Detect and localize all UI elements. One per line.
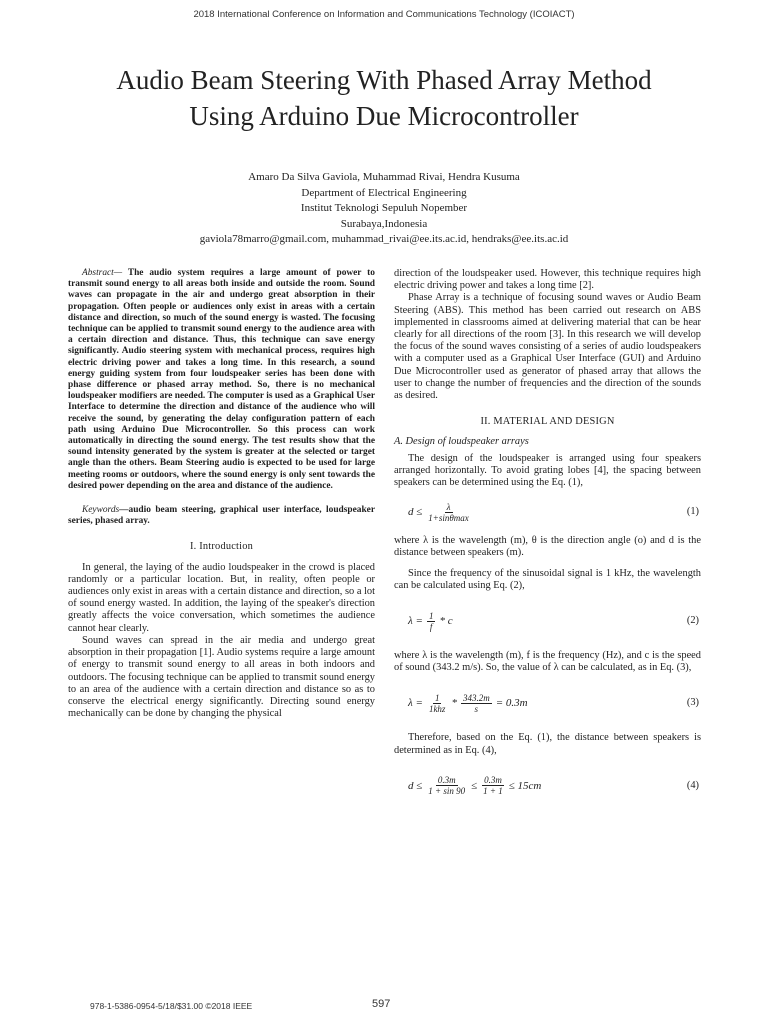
- eq4-denominator-2: 1 + 1: [483, 786, 503, 797]
- equation-2-number: (2): [686, 614, 699, 626]
- eq3-fraction-1: [427, 693, 448, 714]
- intro-paragraph-2: Sound waves can spread in the air media and undergo great absorption in their propagation [1]. Audio systems require a large amount of energy to transmit sound energy to all areas in both indoors and outdoors. The focusing technique can be applied to transmit sound energy to an area of the audience with a certain direction and distance so as to conserve the electrical energy significantly. Directing sound energy mechanically can be done by changing the physical: [68, 634, 375, 720]
- eq3-fraction-2: [461, 693, 492, 714]
- eq2-denominator: f: [429, 621, 433, 632]
- author-emails: gaviola78marro@gmail.com, muhammad_rivai@ee.its.ac.id, hendraks@ee.its.ac.id: [199, 233, 569, 245]
- eq3-numerator-1: 1: [434, 692, 440, 703]
- eq3-tail: = 0.3m: [495, 697, 528, 710]
- title-line-2: Using Arduino Due Microcontroller: [189, 101, 579, 131]
- equation-1-expression: [408, 502, 471, 523]
- equation-1-number: (1): [686, 506, 699, 518]
- equation-3-expression: [408, 693, 528, 714]
- phase-array-paragraph: Phase Array is a technique of focusing sound waves or Audio Beam Steering (ABS). This method has been carried out research on ABS implemented in classrooms aimed at delivering material that can be hear clearly for all directions of the room [3]. In this research we will develop the focus of the sound waves consisting of a series of audio loudspeakers with a computer used as a Graphical User Interface (GUI) and Arduino Due Microcontroller used as generator of phased array that allows the user to change the number of frequencies and the direction of the sounds as desired.: [394, 292, 701, 402]
- eq2-numerator: 1: [428, 610, 434, 621]
- eq4-denominator-1: 1 + sin 90: [428, 786, 466, 797]
- eq4-tail: ≤ 15cm: [508, 779, 542, 792]
- eq1-lhs: d ≤: [408, 506, 423, 519]
- equation-4-number: (4): [686, 779, 699, 791]
- equation-3: [394, 682, 701, 724]
- footer-isbn: 978-1-5386-0954-5/18/$31.00 ©2018 IEEE: [90, 1001, 253, 1011]
- therefore-paragraph: Therefore, based on the Eq. (1), the distance between speakers is determined as in Eq. (4),: [394, 732, 701, 756]
- where-paragraph-1: where λ is the wavelength (m), θ is the direction angle (o) and d is the distance between speakers (m).: [394, 535, 701, 559]
- eq4-fraction-2: [481, 775, 505, 796]
- abstract-text: The audio system requires a large amount of power to transmit sound energy to all areas both inside and outside the room. Sound waves can propagate in the air and undergo great absorption in their propagation. Often people or audiences only exist in areas with a certain distance and direction, so much of the sound energy is wasted. The focusing technique can be applied to transmit sound energy to the audience area with a certain direction and distance. Thus, this technique can save energy significantly. Audio steering system with mechanical process, requires high electric driving power and takes a long time. In this research, a sound energy guiding system from four loudspeaker series has been done with phase difference or phased array method. So, there is no mechanical loudspeaker modifiers are needed. The computer is used as a Graphical User Interface to determine the direction and distance of the audience who will receive the sound, by generating the delay configuration pattern of each path using Arduino Due Microcontroller. So this process can work automatically in directing the sound energy. The test results show that the sound intensity generated by the system is greater at the selected or target angle than the others. Beam Steering audio is expected to be used for large meeting rooms or outdoors, where the sound energy is only sent towards the desired power depending on the area and distance of the audience.: [68, 268, 375, 491]
- author-institute: Institut Teknologi Sepuluh Nopember: [300, 202, 468, 214]
- since-paragraph: Since the frequency of the sinusoidal signal is 1 kHz, the wavelength can be calculated using Eq. (2),: [394, 567, 701, 591]
- title-line-1: Audio Beam Steering With Phased Array Method: [116, 65, 652, 95]
- eq4-mid: ≤: [471, 779, 478, 792]
- page-number: 597: [372, 998, 391, 1010]
- equation-1: [394, 497, 701, 527]
- section-heading-introduction: I. Introduction: [189, 541, 254, 553]
- author-city: Surabaya,Indonesia: [340, 217, 428, 230]
- equation-2: [394, 600, 701, 642]
- eq2-lhs: λ =: [408, 614, 423, 627]
- eq4-fraction-1: [426, 775, 467, 796]
- eq4-lhs: d ≤: [408, 779, 423, 792]
- section-heading-material: II. MATERIAL AND DESIGN: [480, 416, 615, 428]
- subsection-heading-a: A. Design of loudspeaker arrays: [394, 436, 529, 448]
- continued-paragraph: direction of the loudspeaker used. However, this technique requires high electric driving power and takes a long time [2].: [394, 268, 701, 292]
- author-names: Amaro Da Silva Gaviola, Muhammad Rivai, Hendra Kusuma: [248, 171, 520, 183]
- paper-title: [60, 62, 708, 134]
- eq4-numerator-1: 0.3m: [437, 775, 456, 786]
- eq3-mid: *: [451, 697, 457, 710]
- eq1-denominator: 1+sinθmax: [428, 512, 469, 523]
- equation-2-expression: [408, 611, 453, 632]
- where-paragraph-2: where λ is the wavelength (m), f is the frequency (Hz), and c is the speed of sound (343.2 m/s). So, the value of λ can be calculated, as in Eq. (3),: [394, 650, 701, 674]
- intro-paragraph-1: In general, the laying of the audio loudspeaker in the crowd is placed randomly or a particular location. But, in reality, often people or audiences only exist in areas with a certain distance and direction, so a lot of sound energy wasted. In addition, the laying of the speaker's direction greatly affects the voice conversation, which sometimes the audience cannot hear clearly.: [68, 561, 375, 634]
- keywords-text: —audio beam steering, graphical user interface, loudspeaker series, phased array.: [68, 505, 375, 527]
- author-block: [100, 170, 668, 248]
- eq3-numerator-2: 343.2m: [462, 692, 490, 703]
- design-paragraph: The design of the loudspeaker is arranged using four speakers arranged horizontally. To avoid grating lobes [4], the spacing between speakers can be determined using the Eq. (1),: [394, 452, 701, 489]
- eq4-numerator-2: 0.3m: [484, 775, 502, 786]
- eq3-denominator-2: s: [474, 703, 479, 714]
- eq3-lhs: λ =: [408, 697, 423, 710]
- eq3-denominator-1: 1khz: [428, 703, 446, 714]
- equation-3-number: (3): [686, 697, 699, 709]
- eq1-numerator: λ: [446, 501, 451, 512]
- equation-4: [394, 765, 701, 807]
- abstract: [68, 268, 375, 492]
- left-column: [68, 268, 375, 720]
- equation-4-expression: [408, 775, 541, 796]
- right-column: [394, 268, 701, 815]
- conference-header: 2018 International Conference on Information and Communications Technology (ICOIACT): [193, 9, 575, 20]
- eq1-fraction: [426, 502, 471, 523]
- keywords-label: Keywords: [82, 505, 120, 516]
- keywords: [68, 505, 375, 527]
- abstract-label: Abstract—: [82, 268, 123, 278]
- author-department: Department of Electrical Engineering: [301, 186, 467, 199]
- eq2-fraction: [427, 611, 436, 632]
- eq2-tail: * c: [439, 614, 453, 627]
